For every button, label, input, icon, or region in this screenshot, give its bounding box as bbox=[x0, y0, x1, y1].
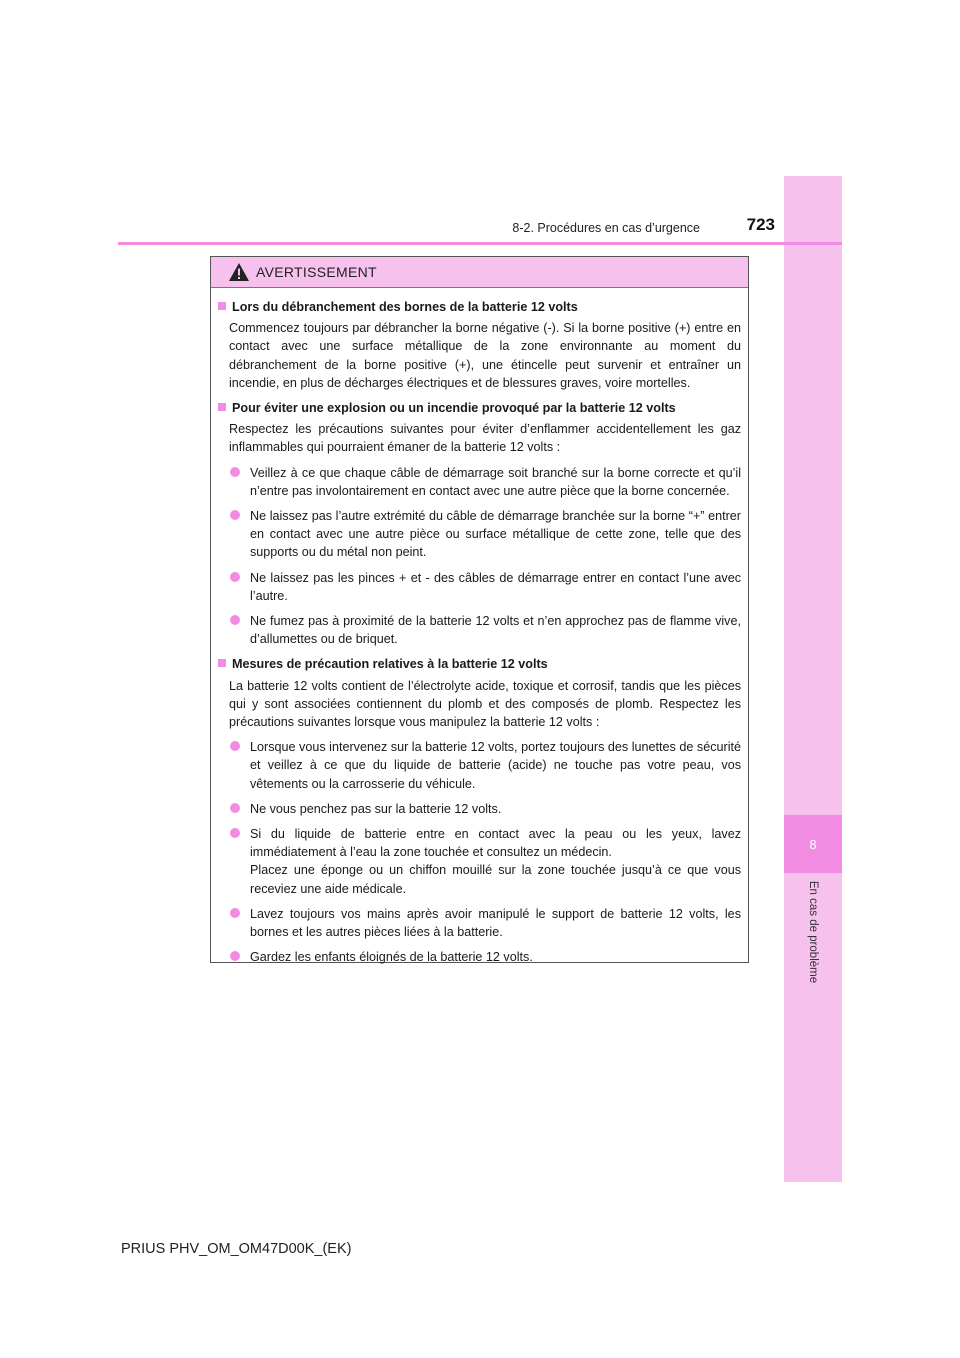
circle-bullet-icon bbox=[230, 951, 240, 961]
warning-triangle-icon bbox=[228, 262, 250, 282]
warning-box bbox=[210, 256, 749, 963]
list-item-text: Ne laissez pas les pinces + et - des câbles de démarrage entrer en contact l’une avec l’autre. bbox=[250, 570, 741, 603]
page-number: 723 bbox=[746, 215, 775, 234]
list-item bbox=[242, 612, 741, 648]
list-item-text: Ne laissez pas l’autre extrémité du câble de démarrage branchée sur la borne “+” entrer en contact avec une autre pièce ou surface métallique de cette zone, telle que des supports ou du métal non peint. bbox=[250, 509, 741, 560]
list-item-text: Ne vous penchez pas sur la batterie 12 volts. bbox=[250, 801, 502, 816]
chapter-title: En cas de problème bbox=[807, 880, 819, 984]
warning-section bbox=[218, 399, 741, 648]
circle-bullet-icon bbox=[230, 615, 240, 625]
square-bullet-icon bbox=[218, 302, 226, 310]
square-bullet-icon bbox=[218, 403, 226, 411]
circle-bullet-icon bbox=[230, 803, 240, 813]
list-item-text: Lorsque vous intervenez sur la batterie 12 volts, portez toujours des lunettes de sécurité et veillez à ce que du liquide de batterie (acide) ne touche pas votre peau, vos vêtements ou la carrosserie du véhicule. bbox=[250, 740, 741, 791]
list-item bbox=[242, 464, 741, 500]
list-item bbox=[242, 800, 741, 818]
warning-body bbox=[211, 288, 748, 967]
section-heading bbox=[218, 399, 741, 417]
list-item-text: Veillez à ce que chaque câble de démarrage soit branché sur la borne correcte et qu’il n’entre pas involontairement en contact avec une autre pièce que la borne concernée. bbox=[250, 465, 741, 498]
chapter-number-tab: 8 bbox=[784, 815, 842, 873]
list-item bbox=[242, 825, 741, 898]
circle-bullet-icon bbox=[230, 510, 240, 520]
circle-bullet-icon bbox=[230, 741, 240, 751]
section-heading bbox=[218, 655, 741, 673]
header-rule bbox=[118, 242, 842, 245]
list-item-text: Gardez les enfants éloignés de la batterie 12 volts. bbox=[250, 950, 533, 965]
list-item bbox=[242, 738, 741, 793]
section-title: 8-2. Procédures en cas d’urgence bbox=[512, 221, 700, 235]
circle-bullet-icon bbox=[230, 572, 240, 582]
document-code: PRIUS PHV_OM_OM47D00K_(EK) bbox=[121, 1241, 352, 1257]
square-bullet-icon bbox=[218, 659, 226, 667]
list-item-text: Ne fumez pas à proximité de la batterie 12 volts et n’en approchez pas de flamme vive, d’allumettes ou de briquet. bbox=[250, 614, 741, 647]
list-item-text: Lavez toujours vos mains après avoir manipulé le support de batterie 12 volts, les bornes et les autres pièces liées à la batterie. bbox=[250, 906, 741, 940]
list-item bbox=[242, 569, 741, 605]
list-item-text: Si du liquide de batterie entre en contact avec la peau ou les yeux, lavez immédiatement à l’eau la zone touchée et consultez un médecin. Placez une éponge ou un chiffon mouillé sur la zone touchée jusqu’à ce que vous receviez une aide médicale. bbox=[250, 827, 741, 896]
circle-bullet-icon bbox=[230, 828, 240, 838]
section-paragraph: Commencez toujours par débrancher la borne négative (-). Si la borne positive (+) entre en contact avec une surface métallique de la zone environnante au moment du débranchement de la borne positive (+), une étincelle peut survenir et entraîner un incendie, en plus de décharges électriques et de blessures graves, voire mortelles. bbox=[229, 321, 741, 390]
warning-section bbox=[218, 655, 741, 966]
section-heading-text: Pour éviter une explosion ou un incendie provoqué par la batterie 12 volts bbox=[232, 401, 676, 416]
list-item bbox=[242, 948, 741, 966]
circle-bullet-icon bbox=[230, 908, 240, 918]
section-paragraph: La batterie 12 volts contient de l’électrolyte acide, toxique et corrosif, tandis que les pièces qui y sont associées contiennent du plomb et des composés de plomb. Respectez les précautions suivantes lorsque vous manipulez la batterie 12 volts : bbox=[229, 678, 741, 730]
circle-bullet-icon bbox=[230, 467, 240, 477]
list-item bbox=[242, 507, 741, 562]
side-strip bbox=[784, 176, 842, 1182]
warning-header bbox=[211, 257, 748, 288]
section-heading-text: Lors du débranchement des bornes de la batterie 12 volts bbox=[232, 300, 578, 314]
list-item bbox=[242, 905, 741, 941]
section-heading-text: Mesures de précaution relatives à la batterie 12 volts bbox=[232, 657, 548, 672]
warning-section bbox=[218, 298, 741, 392]
section-paragraph: Respectez les précautions suivantes pour éviter d’enflammer accidentellement les gaz inflammables qui pourraient émaner de la batterie 12 volts : bbox=[229, 422, 741, 455]
warning-title: AVERTISSEMENT bbox=[256, 264, 377, 280]
section-heading bbox=[218, 298, 741, 316]
